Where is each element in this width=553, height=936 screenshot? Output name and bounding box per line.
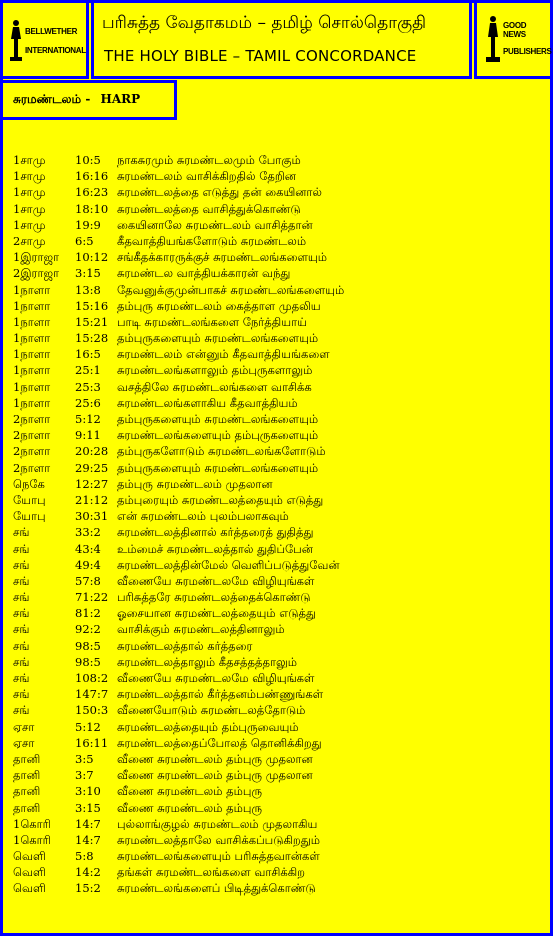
entry-reference: 3:15 <box>75 266 101 281</box>
entry-text: சுரமண்டலத்தால் கீர்த்தனம்பண்ணுங்கள் <box>117 687 324 702</box>
entry-text: சுரமண்டலம் என்னும் கீதவாத்தியங்களை <box>117 347 330 362</box>
entry-text: புல்லாங்குழல் சுரமண்டலம் முதலாகிய <box>117 816 318 831</box>
entry-reference: 14:7 <box>75 816 101 831</box>
entry-reference: 15:16 <box>75 298 109 313</box>
entry-text: வீணை சுரமண்டலம் தம்புரு முதலான <box>117 751 313 766</box>
logo-right-line2: PUBLISHERS <box>503 47 552 56</box>
logo-left-line2: INTERNATIONAL <box>25 46 86 55</box>
bellwether-logo <box>3 3 89 79</box>
entry-book: 1நாளா <box>13 363 51 378</box>
entry-book: 1நாளா <box>13 379 51 394</box>
headword <box>13 92 140 108</box>
entry-reference: 108:2 <box>75 671 109 685</box>
entry-book: சங் <box>13 622 30 637</box>
entry-text: சுரமண்டல வாத்தியக்காரன் வந்து <box>117 266 291 281</box>
figure-logo-icon <box>9 19 23 63</box>
title-box <box>91 3 472 79</box>
entry-reference: 18:10 <box>75 201 109 216</box>
entry-reference: 16:11 <box>75 735 109 750</box>
entry-text: தம்புருகளையும் சுரமண்டலங்களையும் <box>117 412 319 426</box>
entry-reference: 5:8 <box>75 849 94 864</box>
entry-reference: 33:2 <box>75 525 101 540</box>
entry-book: ஏசா <box>13 719 35 734</box>
entry-text: வாசிக்கும் சுரமண்டலத்தினாலும் <box>117 622 285 637</box>
entry-reference: 6:5 <box>75 233 94 248</box>
entry-book: சங் <box>13 557 30 572</box>
entry-reference: 15:2 <box>75 881 101 896</box>
entry-reference: 5:12 <box>75 719 101 734</box>
entry-text: கீதவாத்தியங்களோடும் சுரமண்டலம் <box>117 233 307 248</box>
entry-text: ஓசையான சுரமண்டலத்தையும் எடுத்து <box>117 606 316 621</box>
headword-tamil: சுரமண்டலம் <box>13 92 82 106</box>
entry-book: யோபு <box>13 492 46 507</box>
entry-book: யோபு <box>13 509 46 524</box>
entry-book: வெளி <box>13 849 46 864</box>
entry-reference: 14:7 <box>75 832 101 847</box>
entry-reference: 16:5 <box>75 347 101 362</box>
entry-reference: 49:4 <box>75 557 101 572</box>
figure-logo-icon <box>485 15 501 65</box>
entry-reference: 57:8 <box>75 573 101 588</box>
entry-text: தம்புருகளோடும் சுரமண்டலங்களோடும் <box>117 444 326 459</box>
entry-book: 2இராஜா <box>13 266 60 281</box>
entry-text: சுரமண்டலத்தையும் தம்புருவையும் <box>117 719 299 734</box>
goodnews-logo <box>474 3 550 79</box>
entry-reference: 25:3 <box>75 379 101 394</box>
entry-text: என் சுரமண்டலம் புலம்பலாகவும் <box>117 509 289 524</box>
entry-book: நெகே <box>13 476 45 491</box>
entry-book: 1நாளா <box>13 314 51 329</box>
entry-text: வீணையோடும் சுரமண்டலத்தோடும் <box>117 703 306 718</box>
entry-book: சங் <box>13 687 30 702</box>
entry-reference: 150:3 <box>75 703 109 718</box>
logo-left-line1: BELLWETHER <box>25 27 78 36</box>
entry-reference: 5:12 <box>75 412 101 426</box>
entry-text: பரிசுத்தரே சுரமண்டலத்தைக்கொண்டு <box>117 590 311 605</box>
entry-text: சுரமண்டலங்களாகிய கீதவாத்தியம் <box>117 395 298 410</box>
entry-reference: 20:28 <box>75 444 109 459</box>
entry-book: 1சாமு <box>13 185 46 200</box>
entry-book: 1சாமு <box>13 217 46 232</box>
entry-book: 1இராஜா <box>13 250 60 265</box>
entry-book: 1நாளா <box>13 395 51 410</box>
entry-reference: 14:2 <box>75 865 101 880</box>
entry-reference: 3:7 <box>75 768 94 783</box>
entry-text: சுரமண்டலத்தைப்போலத் தொனிக்கிறது <box>117 735 322 750</box>
headword-separator: - <box>85 92 91 106</box>
entry-reference: 13:8 <box>75 282 101 297</box>
entry-text: கையினாலே சுரமண்டலம் வாசித்தான் <box>117 217 313 232</box>
entry-book: சங் <box>13 541 30 556</box>
entry-text: சுரமண்டலங்களாலும் தம்புருகளாலும் <box>117 363 313 378</box>
entry-book: 1சாமு <box>13 201 46 216</box>
entry-text: சுரமண்டலத்தினால் கர்த்தரைத் துதித்து <box>117 525 314 540</box>
entry-text: சுரமண்டலத்தாலே வாசிக்கப்படுகிறதும் <box>117 832 320 847</box>
entry-text: வீணையே சுரமண்டலமே விழியுங்கள் <box>117 671 315 685</box>
goodnews-logo-text <box>503 21 552 56</box>
entry-book: சங் <box>13 638 30 653</box>
entry-book: சங் <box>13 671 30 685</box>
entry-text: நாகசுரமும் சுரமண்டலமும் போகும் <box>117 153 301 167</box>
entry-book: சங் <box>13 525 30 540</box>
entry-reference: 81:2 <box>75 606 101 621</box>
entry-book: 2சாமு <box>13 233 46 248</box>
entry-reference: 3:5 <box>75 751 94 766</box>
entry-book: 1நாளா <box>13 282 51 297</box>
entry-reference: 3:15 <box>75 800 101 815</box>
entry-text: தம்புரையும் சுரமண்டலத்தையும் எடுத்து <box>117 492 324 507</box>
entry-book: 1நாளா <box>13 347 51 362</box>
logo-right-line1: GOOD NEWS <box>503 21 527 39</box>
entry-book: 2நாளா <box>13 444 51 459</box>
entry-book: 2நாளா <box>13 428 51 443</box>
entry-book: சங் <box>13 573 30 588</box>
entry-reference: 16:16 <box>75 169 109 184</box>
entry-text: தம்புருகளையும் சுரமண்டலங்களையும் <box>117 331 319 346</box>
entry-text: தம்புரு சுரமண்டலம் கைத்தாள முதலிய <box>117 298 321 313</box>
entry-reference: 71:22 <box>75 590 109 605</box>
entry-reference: 25:6 <box>75 395 101 410</box>
entry-book: ஏசா <box>13 735 35 750</box>
entry-text: சுரமண்டலங்களையும் பரிசுத்தவான்கள் <box>117 849 320 864</box>
entry-reference: 10:5 <box>75 153 101 167</box>
entry-text: சுரமண்டலத்தாலும் கீதசத்தத்தாலும் <box>117 654 298 669</box>
entry-reference: 9:11 <box>75 428 101 443</box>
entry-text: தங்கள் சுரமண்டலங்களை வாசிக்கிற <box>117 865 305 880</box>
entry-text: பாடி சுரமண்டலங்களை நேர்த்தியாய் <box>117 314 307 329</box>
entry-text: வீணையே சுரமண்டலமே விழியுங்கள் <box>117 573 315 588</box>
entry-text: சங்கீதக்காரருக்குச் சுரமண்டலங்களையும் <box>117 250 327 265</box>
entry-book: 1கொரி <box>13 816 51 831</box>
entry-book: தானி <box>13 784 41 799</box>
entry-text: வீணை சுரமண்டலம் தம்புரு முதலான <box>117 768 313 783</box>
headword-box <box>3 80 177 120</box>
entry-text: சுரமண்டலம் வாசிக்கிறதில் தேறின <box>117 169 296 184</box>
entry-book: சங் <box>13 654 30 669</box>
entry-reference: 30:31 <box>75 509 109 524</box>
entry-text: சுரமண்டலங்களைப் பிடித்துக்கொண்டு <box>117 881 316 896</box>
entry-book: தானி <box>13 800 41 815</box>
entry-reference: 29:25 <box>75 460 109 475</box>
entry-text: சுரமண்டலங்களையும் தம்புருகளையும் <box>117 428 319 443</box>
entry-book: சங் <box>13 606 30 621</box>
entry-book: 1கொரி <box>13 832 51 847</box>
entry-reference: 10:12 <box>75 250 109 265</box>
entry-book: வெளி <box>13 881 46 896</box>
entry-text: தம்புருகளையும் சுரமண்டலங்களையும் <box>117 460 319 475</box>
entry-text: தம்புரு சுரமண்டலம் முதலான <box>117 476 273 491</box>
entry-text: சுரமண்டலத்தை வாசித்துக்கொண்டு <box>117 201 301 216</box>
entry-reference: 15:28 <box>75 331 109 346</box>
entry-reference: 16:23 <box>75 185 109 200</box>
entry-reference: 3:10 <box>75 784 101 799</box>
entry-book: தானி <box>13 751 41 766</box>
entry-book: சங் <box>13 590 30 605</box>
bellwether-logo-text <box>25 27 85 55</box>
entry-reference: 92:2 <box>75 622 101 637</box>
entry-reference: 98:5 <box>75 654 101 669</box>
entry-reference: 19:9 <box>75 217 101 232</box>
entry-reference: 147:7 <box>75 687 109 702</box>
entry-reference: 25:1 <box>75 363 101 378</box>
entry-text: வீணை சுரமண்டலம் தம்புரு <box>117 800 263 815</box>
entry-reference: 21:12 <box>75 492 109 507</box>
entry-text: உம்மைச் சுரமண்டலத்தால் துதிப்பேன் <box>117 541 313 556</box>
entry-reference: 15:21 <box>75 314 109 329</box>
entry-book: 1நாளா <box>13 298 51 313</box>
entry-book: சங் <box>13 703 30 718</box>
entry-book: 1சாமு <box>13 169 46 184</box>
entry-text: தேவனுக்குமுன்பாகச் சுரமண்டலங்களையும் <box>117 282 345 297</box>
headword-english: HARP <box>100 92 141 106</box>
header <box>3 3 550 81</box>
entry-book: 2நாளா <box>13 460 51 475</box>
entry-text: சுரமண்டலத்தின்மேல் வெளிப்படுத்துவேன் <box>117 557 340 572</box>
title-english: THE HOLY BIBLE – TAMIL CONCORDANCE <box>104 47 417 65</box>
entry-text: சுரமண்டலத்தை எடுத்து தன் கையினால் <box>117 185 322 200</box>
title-tamil: பரிசுத்த வேதாகமம் – தமிழ் சொல்தொகுதி <box>102 13 427 33</box>
entry-book: வெளி <box>13 865 46 880</box>
entry-book: தானி <box>13 768 41 783</box>
entry-reference: 98:5 <box>75 638 101 653</box>
entry-book: 1நாளா <box>13 331 51 346</box>
entry-reference: 12:27 <box>75 476 109 491</box>
entry-book: 1சாமு <box>13 153 46 167</box>
entry-reference: 43:4 <box>75 541 101 556</box>
entry-book: 2நாளா <box>13 412 51 426</box>
entry-text: வசத்திலே சுரமண்டலங்களை வாசிக்க <box>117 379 312 394</box>
entry-text: சுரமண்டலத்தால் கர்த்தரை <box>117 638 253 653</box>
entry-text: வீணை சுரமண்டலம் தம்புரு <box>117 784 263 799</box>
